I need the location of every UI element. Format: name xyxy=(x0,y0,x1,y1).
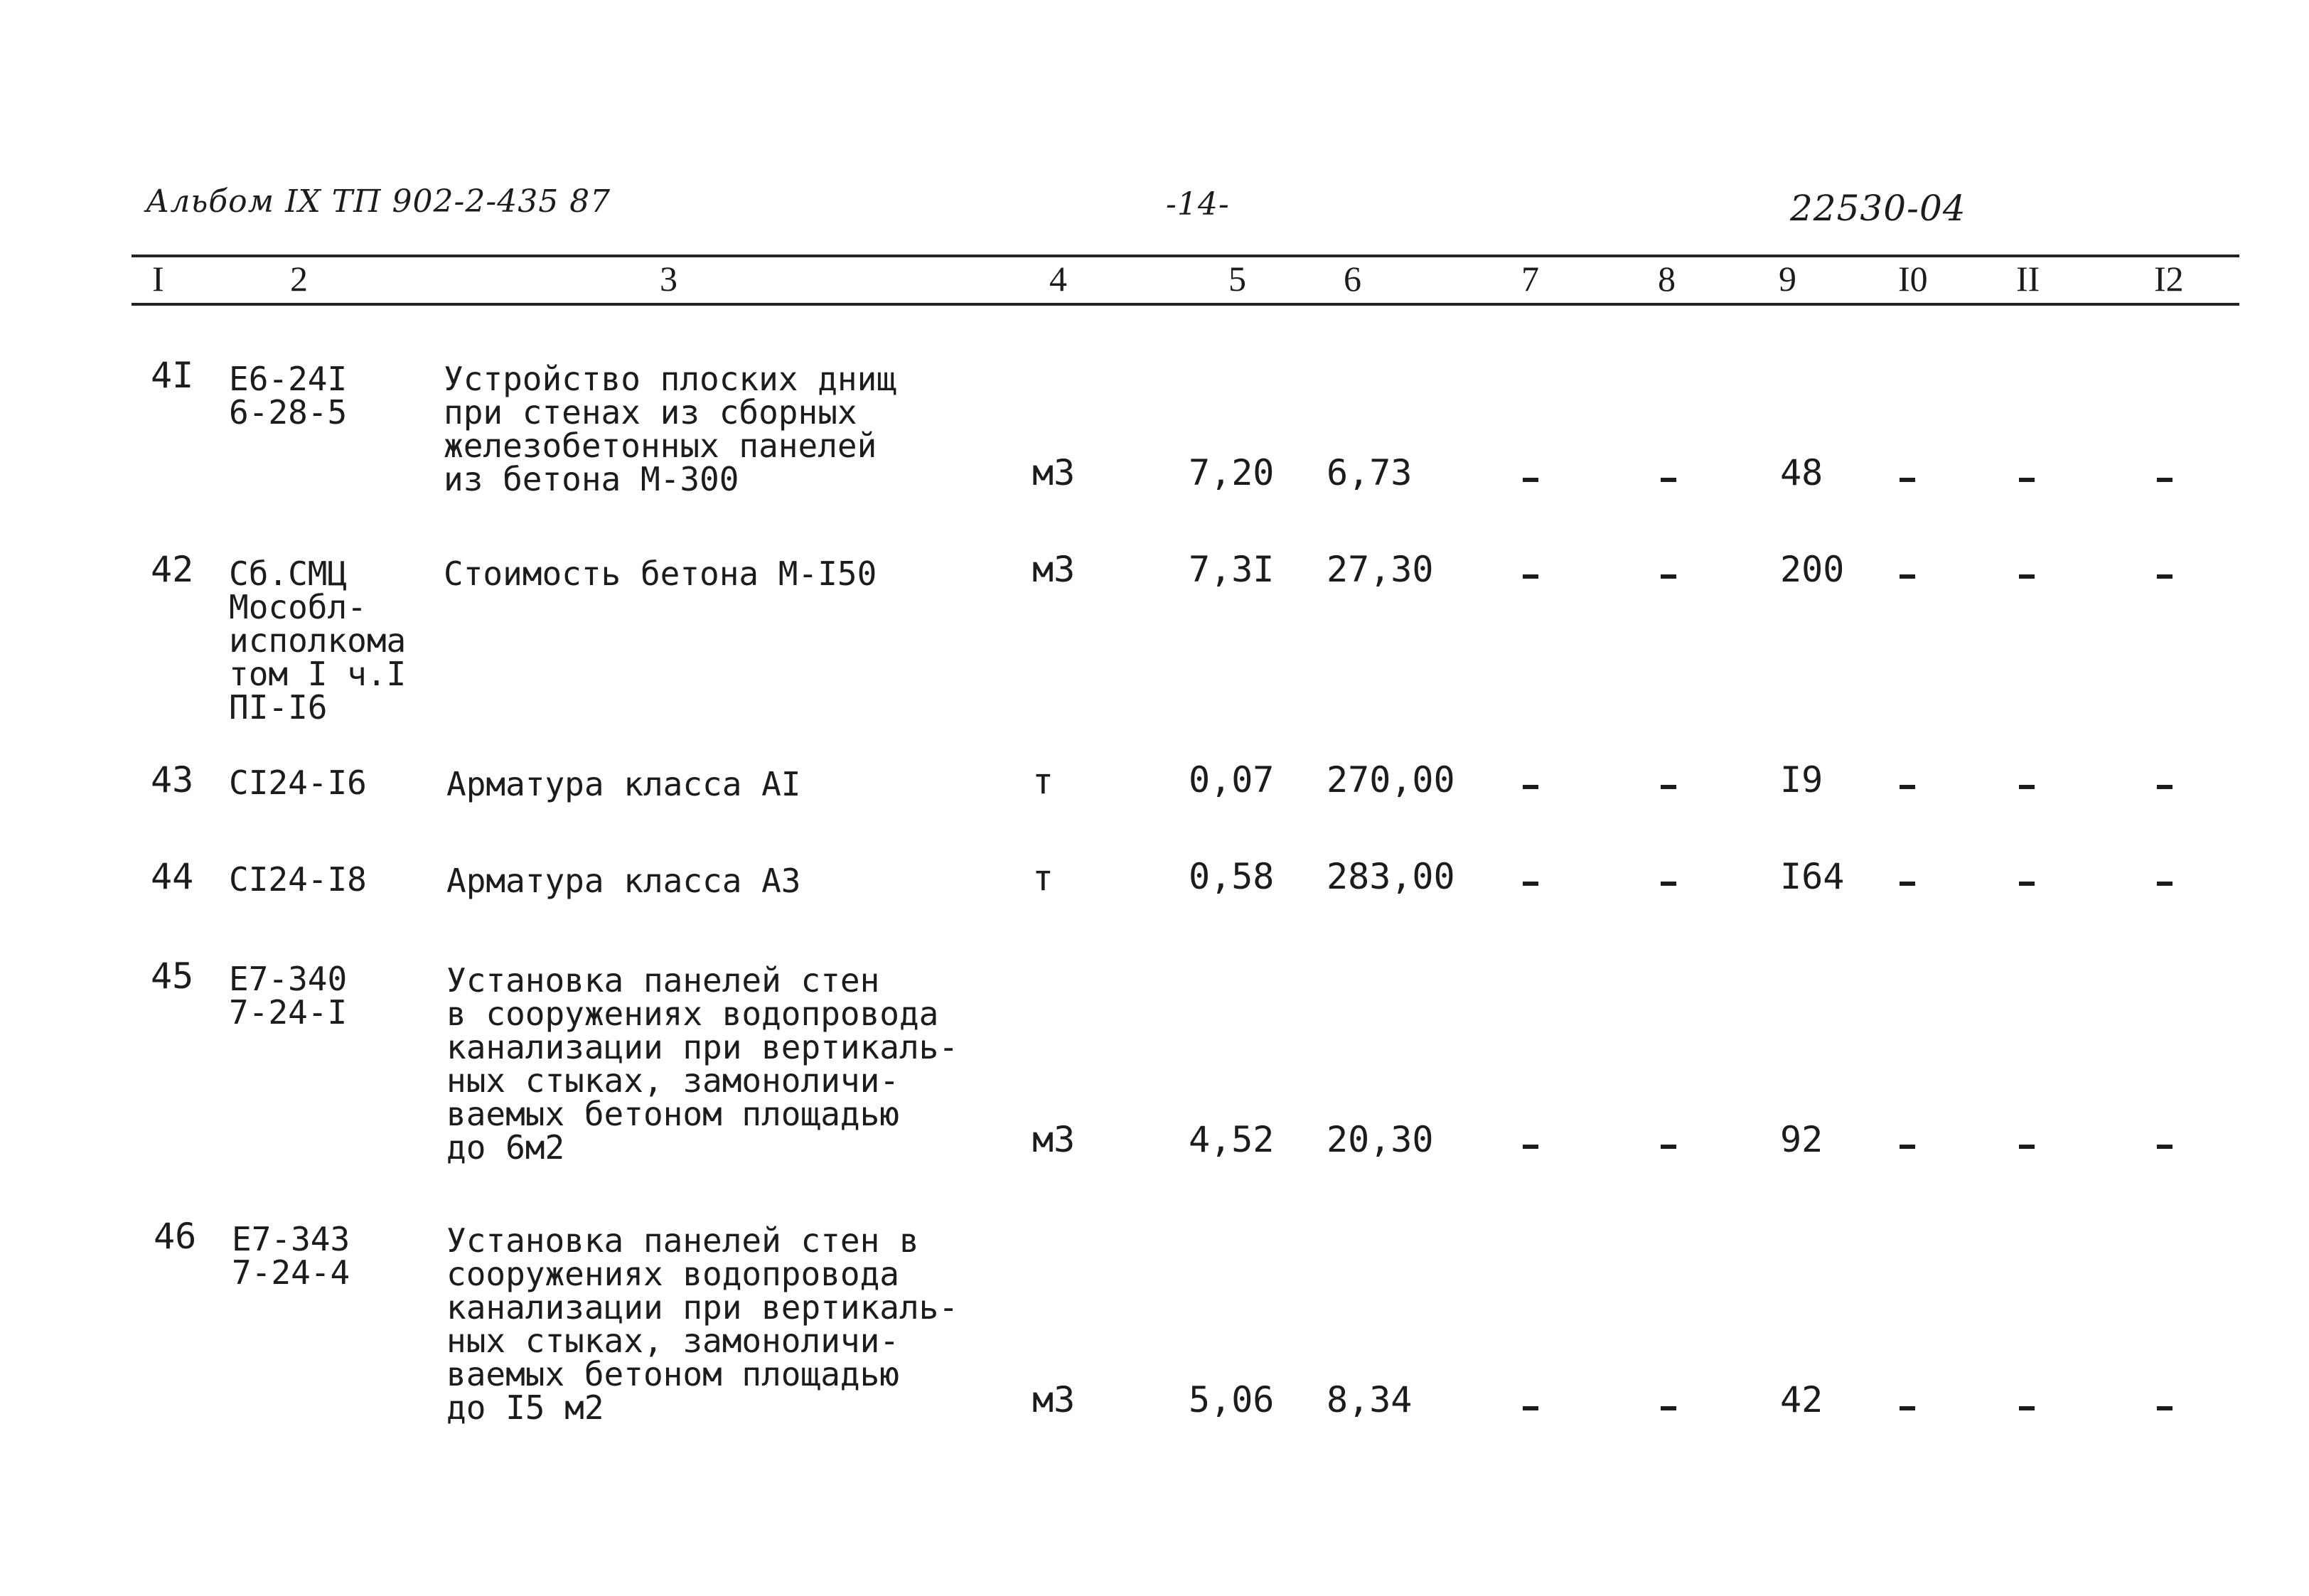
dash-col12 xyxy=(2157,478,2173,482)
code-line: СI24-I6 xyxy=(229,764,367,802)
dash-col7 xyxy=(1523,882,1538,886)
norm-code xyxy=(229,360,348,432)
dash-col7 xyxy=(1523,478,1538,482)
description-line: Установка панелей стен xyxy=(446,961,880,1000)
unit-price: 283,00 xyxy=(1327,856,1455,897)
quantity: 0,07 xyxy=(1189,759,1275,800)
column-header: 7 xyxy=(1521,259,1539,299)
description-line: Арматура класса АI xyxy=(446,765,801,803)
quantity: 0,58 xyxy=(1189,856,1275,897)
description-line: канализации при вертикаль- xyxy=(446,1028,959,1066)
total: 92 xyxy=(1780,1119,1823,1160)
column-header: 8 xyxy=(1658,259,1676,299)
unit: м3 xyxy=(1032,1379,1076,1420)
dash-col11 xyxy=(2019,1145,2035,1149)
page-number: -14- xyxy=(1166,186,1230,223)
unit-price: 270,00 xyxy=(1327,759,1455,800)
norm-code xyxy=(229,766,367,800)
quantity: 7,20 xyxy=(1189,452,1275,493)
column-header: I0 xyxy=(1898,259,1928,299)
total: I9 xyxy=(1780,759,1823,800)
norm-code xyxy=(229,555,407,727)
description-line: ных стыках, замоноличи- xyxy=(446,1322,899,1360)
code-line: Е6-24I xyxy=(229,360,348,398)
dash-col7 xyxy=(1523,1145,1538,1149)
album-designation: Альбом IX ТП 902-2-435 87 xyxy=(146,183,611,220)
norm-code xyxy=(232,1220,350,1292)
description-line: ваемых бетоном площадью xyxy=(446,1355,899,1393)
description-line: в сооружениях водопровода xyxy=(446,995,939,1033)
unit: м3 xyxy=(1032,452,1076,493)
code-line: 7-24-I xyxy=(229,993,348,1032)
work-description xyxy=(446,765,801,803)
work-description xyxy=(444,557,877,591)
unit-price: 8,34 xyxy=(1327,1379,1413,1420)
dash-col11 xyxy=(2019,1406,2035,1410)
dash-col7 xyxy=(1523,574,1538,579)
unit: м3 xyxy=(1032,549,1076,590)
dash-col8 xyxy=(1661,1145,1676,1149)
column-header: 6 xyxy=(1344,259,1361,299)
description-line: Устройство плоских днищ xyxy=(444,360,896,398)
dash-col8 xyxy=(1661,1406,1676,1410)
description-line: Арматура класса А3 xyxy=(446,862,801,900)
code-line: Е7-340 xyxy=(229,960,348,998)
description-line: ных стыках, замоноличи- xyxy=(446,1061,899,1100)
column-header: 9 xyxy=(1779,259,1796,299)
dash-col8 xyxy=(1661,478,1676,482)
column-header: I xyxy=(152,259,164,299)
dash-col12 xyxy=(2157,574,2173,579)
description-line: из бетона М-300 xyxy=(444,460,739,498)
quantity: 5,06 xyxy=(1189,1379,1275,1420)
dash-col11 xyxy=(2019,882,2035,886)
quantity: 4,52 xyxy=(1189,1119,1275,1160)
unit: т xyxy=(1032,857,1054,899)
dash-col8 xyxy=(1661,882,1676,886)
norm-code xyxy=(229,860,367,899)
total: I64 xyxy=(1780,856,1845,897)
description-line: канализации при вертикаль- xyxy=(446,1288,959,1327)
dash-col7 xyxy=(1523,785,1538,789)
dash-col10 xyxy=(1900,574,1915,579)
dash-col11 xyxy=(2019,574,2035,579)
row-number: 46 xyxy=(154,1216,197,1257)
description-line: до I5 м2 xyxy=(446,1388,604,1427)
row-number: 45 xyxy=(151,955,194,997)
dash-col10 xyxy=(1900,882,1915,886)
code-line: том I ч.I xyxy=(229,655,407,693)
description-line: сооружениях водопровода xyxy=(446,1255,899,1293)
dash-col12 xyxy=(2157,1406,2173,1410)
column-header: 4 xyxy=(1049,259,1067,299)
description-line: Установка панелей стен в xyxy=(446,1221,919,1260)
description-line: при стенах из сборных xyxy=(444,393,857,432)
code-line: исполкома xyxy=(229,621,407,660)
code-line: Е7-343 xyxy=(232,1220,350,1258)
total: 200 xyxy=(1780,549,1845,590)
dash-col11 xyxy=(2019,785,2035,789)
total: 48 xyxy=(1780,452,1823,493)
dash-col12 xyxy=(2157,882,2173,886)
unit-price: 20,30 xyxy=(1327,1119,1434,1160)
dash-col8 xyxy=(1661,574,1676,579)
work-description xyxy=(446,864,801,898)
total: 42 xyxy=(1780,1379,1823,1420)
work-description xyxy=(444,360,896,498)
column-header: 2 xyxy=(290,259,308,299)
code-line: Мособл- xyxy=(229,588,367,626)
description-line: железобетонных панелей xyxy=(444,427,877,465)
column-header: 5 xyxy=(1228,259,1246,299)
dash-col10 xyxy=(1900,478,1915,482)
unit-price: 6,73 xyxy=(1327,452,1413,493)
dash-col12 xyxy=(2157,785,2173,789)
column-header: II xyxy=(2016,259,2040,299)
column-header: 3 xyxy=(660,259,677,299)
dash-col10 xyxy=(1900,1145,1915,1149)
row-number: 43 xyxy=(151,759,194,800)
table-header-rule xyxy=(132,303,2239,306)
row-number: 4I xyxy=(151,355,194,396)
dash-col10 xyxy=(1900,1406,1915,1410)
norm-code xyxy=(229,960,348,1032)
row-number: 44 xyxy=(151,856,194,897)
unit: м3 xyxy=(1032,1119,1076,1160)
code-line: 6-28-5 xyxy=(229,393,348,432)
dash-col11 xyxy=(2019,478,2035,482)
row-number: 42 xyxy=(151,549,194,590)
unit: т xyxy=(1032,761,1054,802)
dash-col8 xyxy=(1661,785,1676,789)
code-line: Сб.СМЦ xyxy=(229,555,348,593)
quantity: 7,3I xyxy=(1189,549,1275,590)
work-description xyxy=(446,1221,959,1427)
description-line: ваемых бетоном площадью xyxy=(446,1095,899,1133)
dash-col12 xyxy=(2157,1145,2173,1149)
code-line: ПI-I6 xyxy=(229,688,328,727)
description-line: Стоимость бетона М-I50 xyxy=(444,555,877,593)
document-number: 22530-04 xyxy=(1790,188,1966,229)
description-line: до 6м2 xyxy=(446,1128,565,1167)
dash-col7 xyxy=(1523,1406,1538,1410)
code-line: 7-24-4 xyxy=(232,1253,350,1292)
column-header: I2 xyxy=(2154,259,2184,299)
dash-col10 xyxy=(1900,785,1915,789)
unit-price: 27,30 xyxy=(1327,549,1434,590)
work-description xyxy=(446,961,959,1167)
code-line: СI24-I8 xyxy=(229,860,367,899)
